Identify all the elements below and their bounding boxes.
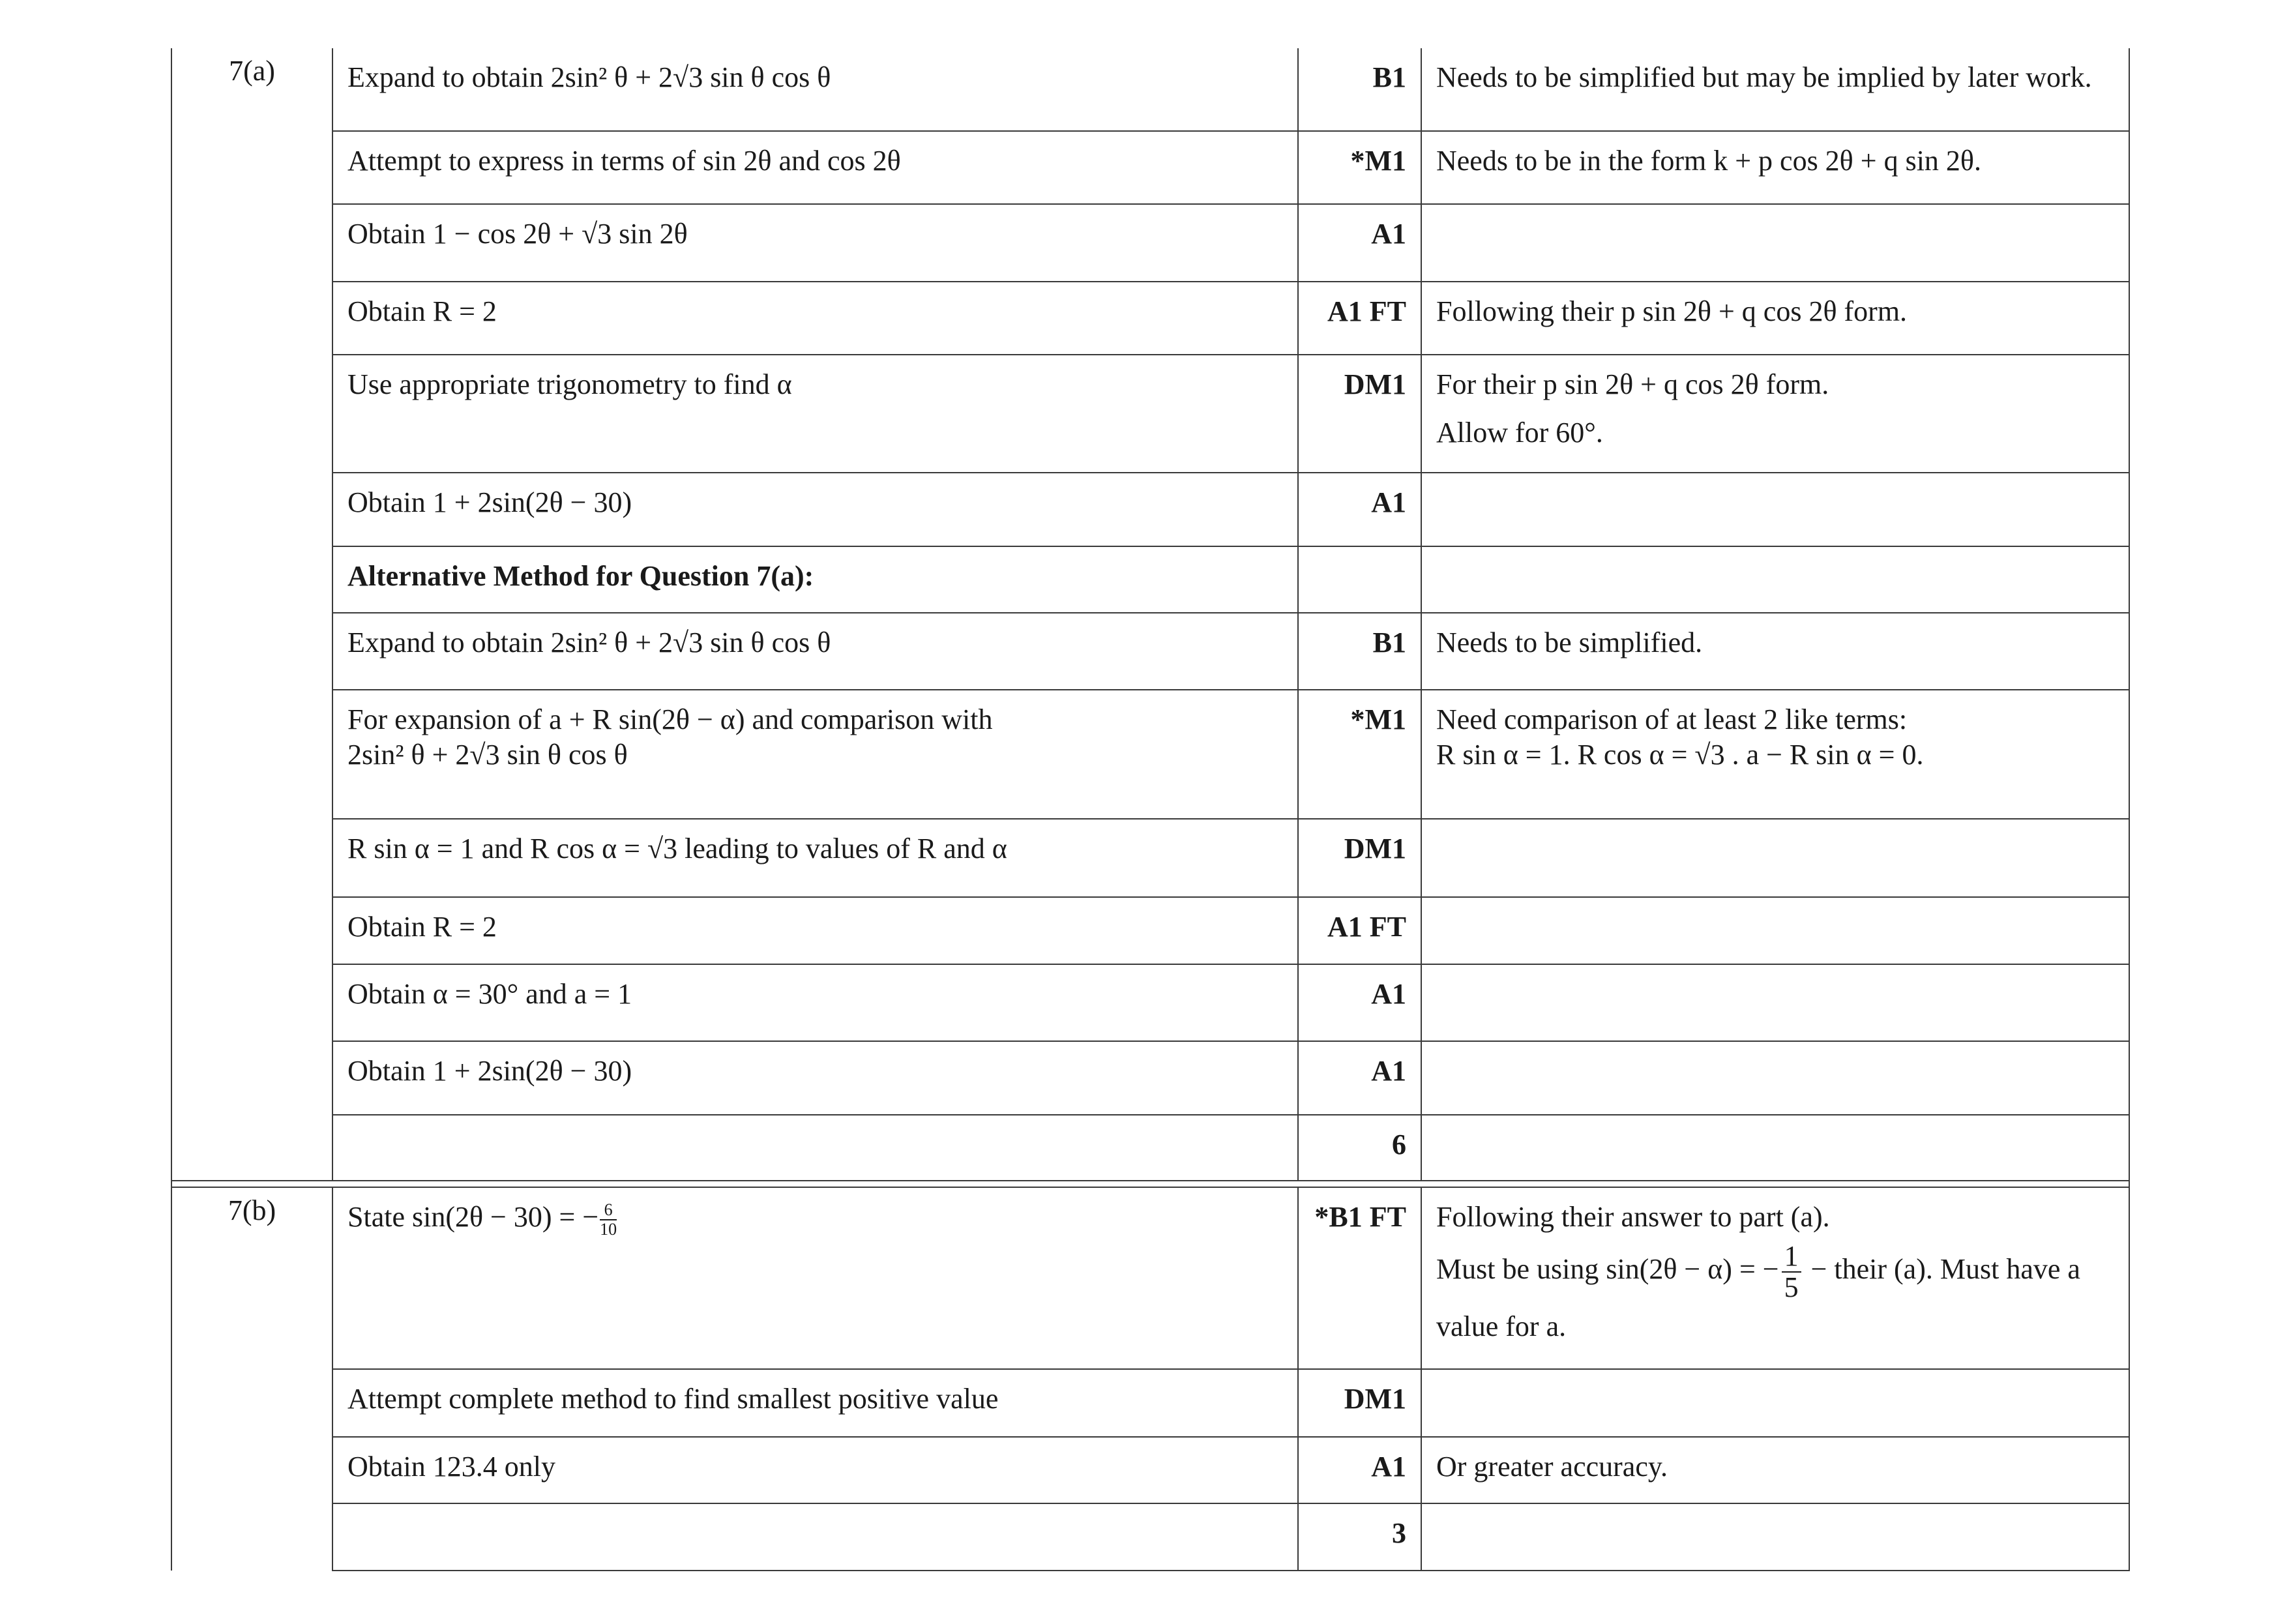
guidance-cell xyxy=(1421,1187,2129,1369)
fraction xyxy=(1782,1241,1801,1303)
question-label-7b: 7(b) xyxy=(171,1187,332,1571)
guidance-cell: Needs to be simplified but may be implied by later work. xyxy=(1421,48,2129,131)
mark-cell: B1 xyxy=(1298,613,1421,690)
mark-cell: B1 xyxy=(1298,48,1421,131)
mark-cell xyxy=(1298,546,1421,613)
answer-cell: Obtain 1 − cos 2θ + √3 sin 2θ xyxy=(332,204,1298,282)
mark-cell: A1 xyxy=(1298,964,1421,1041)
answer-cell: Obtain 1 + 2sin(2θ − 30) xyxy=(332,473,1298,546)
answer-cell: Expand to obtain 2sin² θ + 2√3 sin θ cos θ xyxy=(332,613,1298,690)
fraction-numerator: 1 xyxy=(1782,1241,1801,1273)
answer-cell: Use appropriate trigonometry to find α xyxy=(332,355,1298,473)
answer-cell: Obtain 1 + 2sin(2θ − 30) xyxy=(332,1041,1298,1115)
guidance-text: − their (a). Must have a xyxy=(1803,1253,2080,1286)
mark-cell: *M1 xyxy=(1298,131,1421,204)
guidance-cell xyxy=(1421,1369,2129,1437)
answer-line: For expansion of a + R sin(2θ − α) and comparison with xyxy=(347,703,993,735)
guidance-line: For their p sin 2θ + q cos 2θ form. xyxy=(1436,368,1829,400)
guidance-cell xyxy=(1421,204,2129,282)
answer-cell: R sin α = 1 and R cos α = √3 leading to values of R and α xyxy=(332,819,1298,897)
guidance-line: Allow for 60°. xyxy=(1436,417,1603,449)
fraction-denominator: 10 xyxy=(600,1219,617,1239)
mark-cell: A1 xyxy=(1298,473,1421,546)
guidance-text: Must be using sin(2θ − α) = − xyxy=(1436,1253,1779,1286)
fraction xyxy=(600,1201,617,1239)
guidance-line: value for a. xyxy=(1436,1310,1567,1342)
mark-cell: *M1 xyxy=(1298,690,1421,819)
total-marks-7b: 3 xyxy=(1298,1503,1421,1571)
guidance-line: R sin α = 1. R cos α = √3 . a − R sin α = 0. xyxy=(1436,739,1924,771)
guidance-line: Following their answer to part (a). xyxy=(1436,1201,1830,1233)
guidance-cell: Or greater accuracy. xyxy=(1421,1437,2129,1503)
guidance-cell: Following their p sin 2θ + q cos 2θ form. xyxy=(1421,282,2129,355)
alternative-method-heading: Alternative Method for Question 7(a): xyxy=(332,546,1298,613)
guidance-cell xyxy=(1421,1503,2129,1571)
question-label-7a: 7(a) xyxy=(171,48,332,1181)
answer-cell xyxy=(332,690,1298,819)
mark-cell: *B1 FT xyxy=(1298,1187,1421,1369)
answer-cell xyxy=(332,1187,1298,1369)
guidance-cell: Needs to be in the form k + p cos 2θ + q sin 2θ. xyxy=(1421,131,2129,204)
guidance-cell xyxy=(1421,819,2129,897)
answer-text: State sin(2θ − 30) = − xyxy=(347,1201,599,1233)
mark-cell: A1 xyxy=(1298,1041,1421,1115)
guidance-cell xyxy=(1421,1115,2129,1181)
fraction-numerator: 6 xyxy=(600,1201,617,1220)
answer-line: 2sin² θ + 2√3 sin θ cos θ xyxy=(347,739,628,771)
guidance-cell xyxy=(1421,964,2129,1041)
guidance-cell xyxy=(1421,473,2129,546)
guidance-cell xyxy=(1421,355,2129,473)
mark-cell: DM1 xyxy=(1298,355,1421,473)
mark-cell: DM1 xyxy=(1298,1369,1421,1437)
mark-cell: A1 xyxy=(1298,1437,1421,1503)
answer-cell xyxy=(332,1503,1298,1571)
mark-cell: A1 FT xyxy=(1298,282,1421,355)
answer-cell: Obtain α = 30° and a = 1 xyxy=(332,964,1298,1041)
answer-cell: Attempt complete method to find smallest positive value xyxy=(332,1369,1298,1437)
mark-cell: DM1 xyxy=(1298,819,1421,897)
mark-cell: A1 FT xyxy=(1298,897,1421,964)
answer-cell xyxy=(332,1115,1298,1181)
mark-scheme-table xyxy=(171,48,2130,1571)
guidance-line xyxy=(1436,1241,2114,1303)
answer-cell: Expand to obtain 2sin² θ + 2√3 sin θ cos θ xyxy=(332,48,1298,131)
guidance-cell xyxy=(1421,1041,2129,1115)
mark-scheme-sheet xyxy=(171,48,2129,1571)
answer-cell: Obtain 123.4 only xyxy=(332,1437,1298,1503)
guidance-cell xyxy=(1421,546,2129,613)
guidance-cell xyxy=(1421,897,2129,964)
mark-cell: A1 xyxy=(1298,204,1421,282)
guidance-cell: Needs to be simplified. xyxy=(1421,613,2129,690)
guidance-cell xyxy=(1421,690,2129,819)
guidance-line: Need comparison of at least 2 like terms: xyxy=(1436,703,1908,735)
fraction-denominator: 5 xyxy=(1784,1271,1799,1303)
answer-cell: Obtain R = 2 xyxy=(332,897,1298,964)
answer-cell: Obtain R = 2 xyxy=(332,282,1298,355)
answer-cell: Attempt to express in terms of sin 2θ and cos 2θ xyxy=(332,131,1298,204)
total-marks-7a: 6 xyxy=(1298,1115,1421,1181)
